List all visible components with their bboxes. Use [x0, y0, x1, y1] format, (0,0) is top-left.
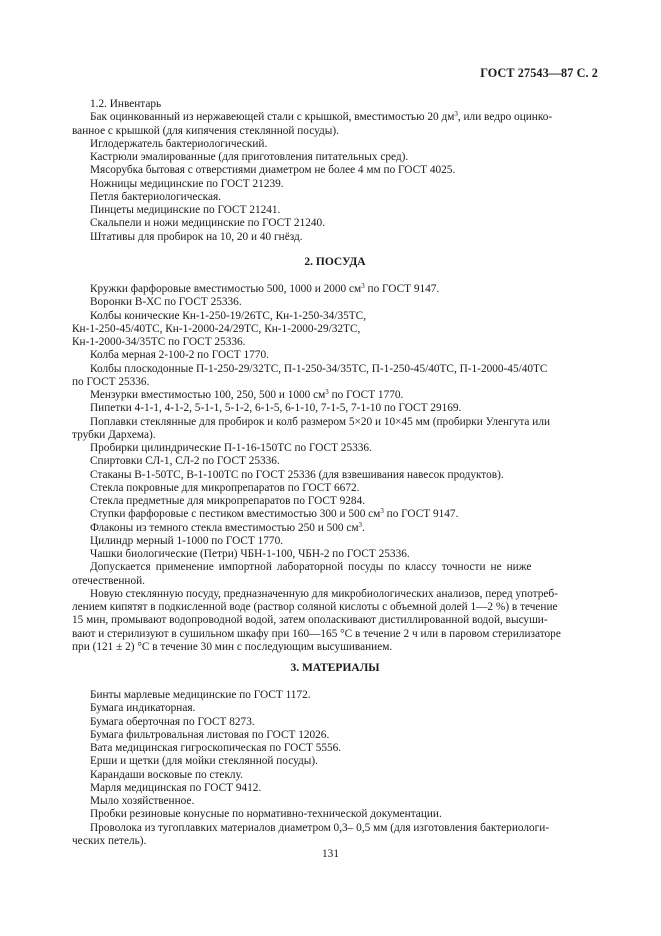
list-item: Стекла предметные для микропрепаратов по ГОСТ 9284.: [90, 495, 366, 507]
item-text: Кружки фарфоровые вместимостью 500, 1000 и 2000 см: [90, 283, 362, 295]
list-item: Бумага индикаторная.: [90, 702, 196, 715]
item-text-end: по ГОСТ 1770.: [328, 389, 404, 401]
list-item-cont: по ГОСТ 25336.: [72, 375, 150, 388]
list-item: [90, 508, 598, 521]
list-item: Пробирки цилиндрические П-1-16-150ТС по ГОСТ 25336.: [90, 442, 372, 454]
list-item: Чашки биологические (Петри) ЧБН-1-100, ЧБН-2 по ГОСТ 25336.: [90, 548, 410, 560]
list-item: Скальпели и ножи медицинские по ГОСТ 21240.: [90, 217, 326, 230]
list-item: Проволока из тугоплавких материалов диаметром 0,3– 0,5 мм (для изготовления бактериологи-: [90, 821, 550, 834]
list-item: Колбы плоскодонные П-1-250-29/32ТС, П-1-250-34/35ТС, П-1-250-45/40ТС, П-1-2000-45/40ТС: [90, 362, 548, 375]
list-item-cont: Кн-1-2000-34/35ТС по ГОСТ 25336.: [72, 336, 246, 348]
section-glassware: [72, 282, 598, 654]
list-item: Бумага оберточная по ГОСТ 8273.: [90, 715, 255, 728]
list-item: Стекла покровные для микропрепаратов по ГОСТ 6672.: [90, 481, 360, 494]
list-item: Пипетки 4-1-1, 4-1-2, 5-1-1, 5-1-2, 6-1-5, 6-1-10, 7-1-5, 7-1-10 по ГОСТ 29169.: [90, 402, 462, 415]
list-item: [90, 389, 598, 402]
list-item-cont: ческих петель).: [72, 834, 147, 847]
list-item: Пробки резиновые конусные по нормативно-технической документации.: [90, 808, 442, 821]
item-text-end: по ГОСТ 9147.: [383, 508, 459, 521]
item-sup: 3: [358, 520, 363, 529]
item-text: Флаконы из темного стекла вместимостью 250 и 500 см: [90, 521, 359, 534]
tank-text-end: , или ведро оцинко-: [457, 111, 553, 124]
list-item: Спиртовки СЛ-1, СЛ-2 по ГОСТ 25336.: [90, 455, 280, 468]
section-inventory: [72, 98, 598, 244]
tank-line: [90, 111, 598, 124]
subsection-title: 1.2. Инвентарь: [90, 98, 162, 110]
paragraph-line-cont: 15 мин, промывают водопроводной водой, затем ополаскивают дистиллированной водой, высуши-: [72, 614, 548, 627]
list-item: [90, 522, 598, 535]
list-item: Кастрюли эмалированные (для приготовления питательных сред).: [90, 151, 409, 163]
list-item: Колбы конические Кн-1-250-19/26ТС, Кн-1-250-34/35ТС,: [90, 309, 367, 322]
running-header: ГОСТ 27543—87 С. 2: [480, 66, 598, 80]
list-item: Вата медицинская гигроскопическая по ГОСТ 5556.: [90, 742, 342, 754]
list-item: Воронки В-ХС по ГОСТ 25336.: [90, 296, 242, 309]
section-materials: [72, 689, 598, 848]
section-2-title: 2. ПОСУДА: [304, 256, 366, 268]
list-item: Марля медицинская по ГОСТ 9412.: [90, 781, 262, 794]
list-item: Петля бактериологическая.: [90, 190, 222, 203]
tank-sup: 3: [454, 110, 458, 119]
item-text-end: по ГОСТ 9147.: [364, 283, 440, 295]
list-item: Поплавки стеклянные для пробирок и колб размером 5×20 и 10×45 мм (пробирки Уленгута или: [90, 415, 550, 428]
tank-text: Бак оцинкованный из нержавеющей стали с крышкой, вместимостью 20 дм: [90, 111, 455, 124]
tank-line-cont: ванное с крышкой (для кипячения стеклянной посуды).: [72, 124, 339, 137]
page-number: 131: [322, 848, 339, 860]
list-item: Мясорубка бытовая с отверстиями диаметром не более 4 мм по ГОСТ 4025.: [90, 164, 456, 177]
list-item: Карандаши восковые по стеклу.: [90, 768, 243, 781]
list-item: Стаканы В-1-50ТС, В-1-100ТС по ГОСТ 25336 (для взвешивания навесок продуктов).: [90, 468, 504, 481]
item-sup: 3: [380, 507, 384, 516]
list-item: [90, 283, 598, 296]
list-item-cont: Кн-1-250-45/40ТС, Кн-1-2000-24/29ТС, Кн-1-2000-29/32ТС,: [72, 322, 361, 335]
item-text-end: .: [362, 521, 365, 534]
list-item-cont: трубки Дархема).: [72, 428, 156, 441]
paragraph-line: Новую стеклянную посуду, предназначенную для микробиологических анализов, перед употреб-: [90, 587, 558, 600]
item-text: Мензурки вместимостью 100, 250, 500 и 1000 см: [90, 389, 326, 401]
item-text: Ступки фарфоровые с пестиком вместимостью 300 и 500 см: [90, 508, 381, 521]
paragraph-line: Допускается применение импортной лабораторной посуды по классу точности не ниже: [90, 561, 532, 574]
list-item: Бинты марлевые медицинские по ГОСТ 1172.: [90, 689, 311, 701]
paragraph-line-cont: вают и стерилизуют в сушильном шкафу при 160—165 °С в течение 2 ч или в паровом стерилизаторе: [72, 627, 561, 640]
paragraph-line-cont: лением кипятят в подкисленной воде (раствор соляной кислоты с объемной долей 1—2 %) в течение: [72, 601, 558, 613]
section-3-title: 3. МАТЕРИАЛЫ: [290, 662, 380, 674]
list-item: Иглодержатель бактериологический.: [90, 137, 268, 150]
item-sup: 3: [361, 282, 365, 290]
paragraph-line-cont: отечественной.: [72, 574, 145, 587]
list-item: Пинцеты медицинские по ГОСТ 21241.: [90, 204, 281, 216]
list-item: Ерши и щетки (для мойки стеклянной посуды).: [90, 755, 318, 768]
item-sup: 3: [325, 388, 329, 396]
list-item: Штативы для пробирок на 10, 20 и 40 гнёзд.: [90, 230, 303, 243]
list-item: Цилиндр мерный 1-1000 по ГОСТ 1770.: [90, 534, 284, 547]
paragraph-line-cont: при (121 ± 2) °С в течение 30 мин с последующим высушиванием.: [72, 640, 393, 653]
list-item: Бумага фильтровальная листовая по ГОСТ 12026.: [90, 728, 330, 741]
list-item: Мыло хозяйственное.: [90, 795, 195, 807]
list-item: Колба мерная 2-100-2 по ГОСТ 1770.: [90, 349, 269, 362]
list-item: Ножницы медицинские по ГОСТ 21239.: [90, 177, 284, 190]
